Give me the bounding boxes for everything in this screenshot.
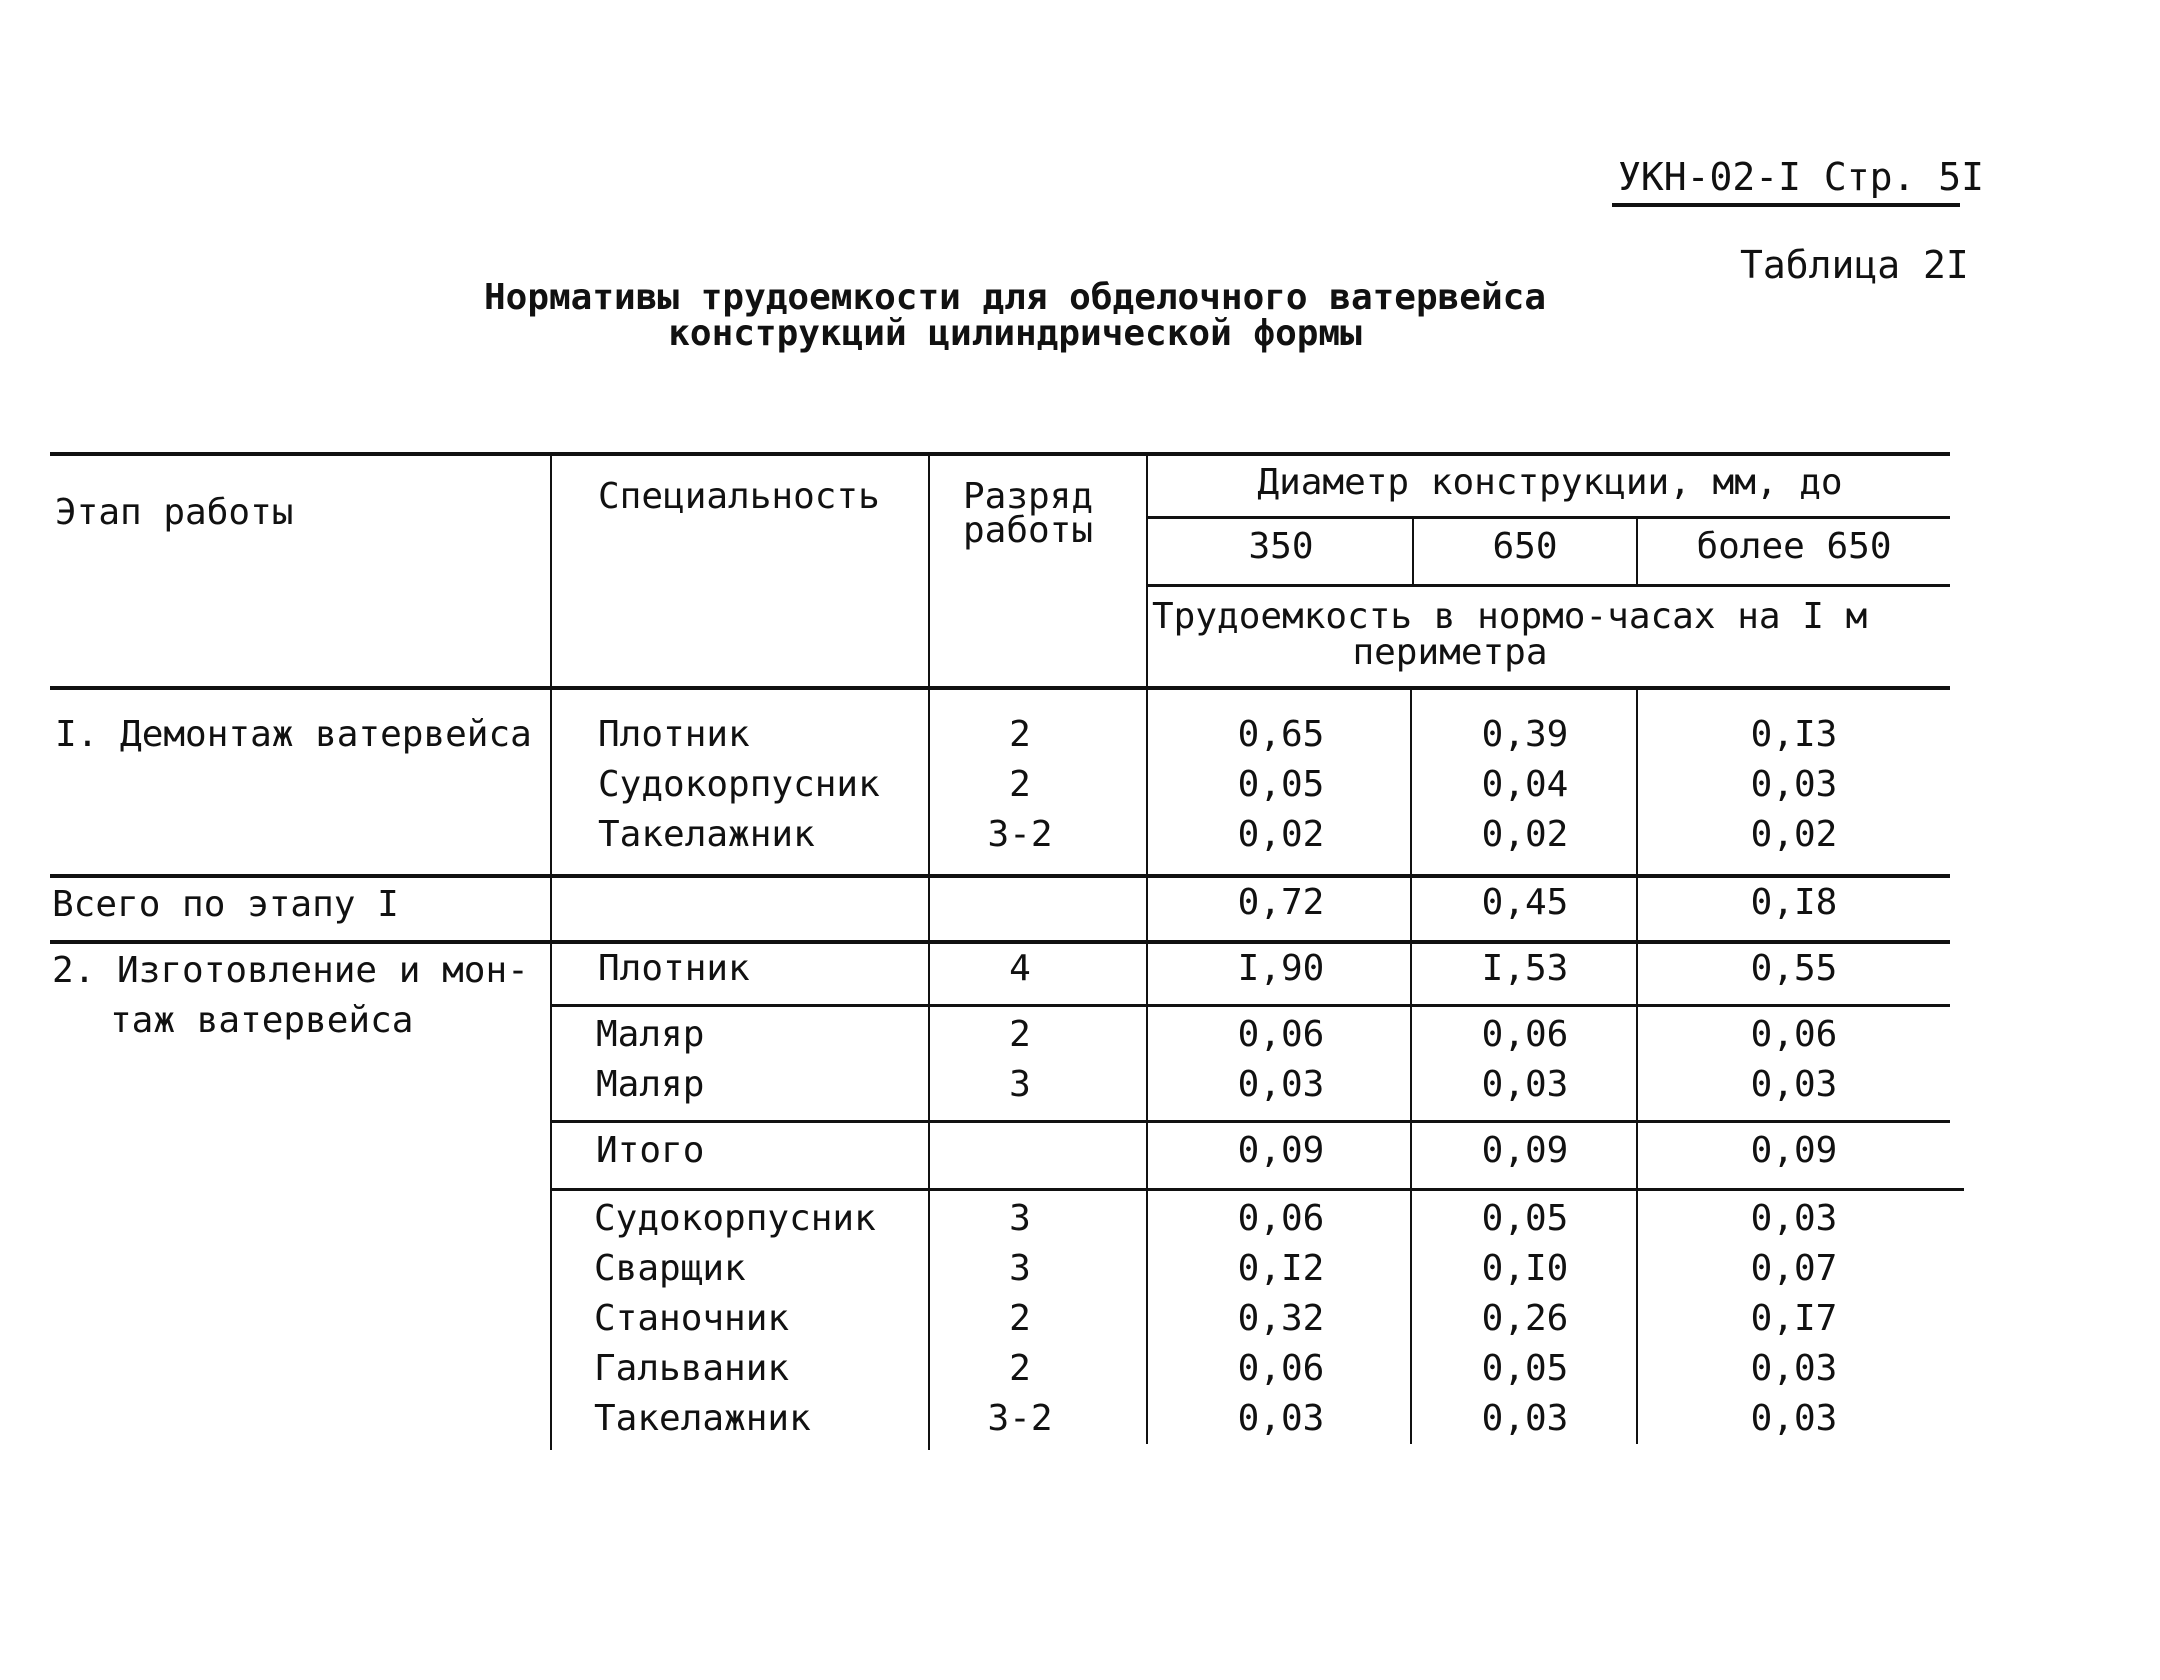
row-v650: 0,02 (1481, 814, 1569, 855)
stage-2-label-line2: таж ватервейса (110, 1000, 414, 1041)
row-vmore: 0,I3 (1750, 714, 1838, 755)
row-v350: 0,06 (1237, 1348, 1325, 1389)
header-dmore: более 650 (1696, 526, 1892, 567)
row-v350: 0,32 (1237, 1298, 1325, 1339)
row-vmore: 0,I8 (1750, 882, 1838, 923)
row-grade: 2 (1009, 764, 1031, 805)
page-reference: УКН-02-I Стр. 5I (1618, 155, 1985, 199)
row-vmore: 0,03 (1750, 764, 1838, 805)
row-v650: 0,I0 (1481, 1248, 1569, 1289)
row-v650: 0,03 (1481, 1064, 1569, 1105)
row-grade: 2 (1009, 1348, 1031, 1389)
row-vmore: 0,03 (1750, 1064, 1838, 1105)
row-v350: 0,72 (1237, 882, 1325, 923)
row-grade: 4 (1009, 948, 1031, 989)
rule-stage1-bottom (50, 874, 1950, 878)
row-vmore: 0,03 (1750, 1348, 1838, 1389)
row-v350: 0,02 (1237, 814, 1325, 855)
row-grade: 2 (1009, 714, 1031, 755)
row-specialty: Гальваник (594, 1348, 790, 1389)
rule-total1-bottom (50, 940, 1950, 944)
row-v650: 0,09 (1481, 1130, 1569, 1171)
row-vmore: 0,06 (1750, 1014, 1838, 1055)
row-specialty: Сварщик (594, 1248, 746, 1289)
row-specialty: Плотник (598, 714, 750, 755)
header-grade-line1: Разряд (962, 476, 1094, 517)
row-vmore: 0,07 (1750, 1248, 1838, 1289)
row-specialty: Судокорпусник (598, 764, 880, 805)
row-specialty: Такелажник (598, 814, 815, 855)
row-specialty: Судокорпусник (594, 1198, 876, 1239)
row-v350: 0,09 (1237, 1130, 1325, 1171)
row-v650: 0,03 (1481, 1398, 1569, 1439)
rule-diameter-under (1148, 516, 1950, 519)
row-grade: 3 (1009, 1064, 1031, 1105)
table-title-line-1: Нормативы трудоемкости для обделочного ватервейса (483, 277, 1547, 318)
row-vmore: 0,02 (1750, 814, 1838, 855)
row-v650: 0,06 (1481, 1014, 1569, 1055)
header-labor-line1: Трудоемкость в нормо-часах на I м (1152, 596, 1868, 637)
row-vmore: 0,09 (1750, 1130, 1838, 1171)
header-labor-line2: периметра (1352, 632, 1548, 673)
row-v350: 0,I2 (1237, 1248, 1325, 1289)
row-v350: I,90 (1237, 948, 1325, 989)
row-v650: 0,26 (1481, 1298, 1569, 1339)
vrule-grade-values (1146, 452, 1148, 1444)
header-grade-line2: работы (962, 510, 1094, 551)
subtotal-label: Итого (596, 1130, 705, 1171)
row-v650: 0,05 (1481, 1198, 1569, 1239)
row-specialty: Плотник (598, 948, 750, 989)
header-diameter: Диаметр конструкции, мм, до (1257, 462, 1843, 503)
table-title-line-2: конструкций цилиндрической формы (668, 313, 1362, 354)
header-d350: 350 (1248, 526, 1314, 567)
rule-painters-bottom (551, 1120, 1950, 1123)
row-specialty: Такелажник (594, 1398, 811, 1439)
row-grade: 2 (1009, 1298, 1031, 1339)
row-specialty: Маляр (596, 1064, 705, 1105)
stage-1-total-label: Всего по этапу I (52, 884, 399, 925)
row-v350: 0,03 (1237, 1398, 1325, 1439)
row-grade: 3 (1009, 1198, 1031, 1239)
row-v650: 0,05 (1481, 1348, 1569, 1389)
rule-subtotal-bottom (551, 1188, 1964, 1191)
row-vmore: 0,03 (1750, 1198, 1838, 1239)
stage-2-label-line1: 2. Изготовление и мон- (52, 950, 529, 991)
header-stage: Этап работы (55, 492, 294, 533)
row-v350: 0,05 (1237, 764, 1325, 805)
row-v650: 0,45 (1481, 882, 1569, 923)
row-vmore: 0,03 (1750, 1398, 1838, 1439)
row-v650: 0,04 (1481, 764, 1569, 805)
row-v650: 0,39 (1481, 714, 1569, 755)
table-number: Таблица 2I (1740, 243, 1969, 287)
page-reference-underline (1612, 203, 1960, 207)
row-grade: 3 (1009, 1248, 1031, 1289)
header-d650: 650 (1492, 526, 1558, 567)
vrule-stage-specialty (550, 452, 552, 1450)
rule-carpenter-bottom (551, 1004, 1950, 1007)
row-vmore: 0,55 (1750, 948, 1838, 989)
row-v650: I,53 (1481, 948, 1569, 989)
row-v350: 0,06 (1237, 1014, 1325, 1055)
row-specialty: Маляр (596, 1014, 705, 1055)
row-v350: 0,06 (1237, 1198, 1325, 1239)
row-v350: 0,65 (1237, 714, 1325, 755)
row-specialty: Станочник (594, 1298, 790, 1339)
rule-top (50, 452, 1950, 456)
row-grade: 3-2 (987, 814, 1053, 855)
row-vmore: 0,I7 (1750, 1298, 1838, 1339)
rule-diameter-cols-under (1148, 584, 1950, 587)
stage-1-label: I. Демонтаж ватервейса (55, 714, 532, 755)
row-grade: 2 (1009, 1014, 1031, 1055)
header-specialty: Специальность (598, 476, 880, 517)
rule-header-bottom (50, 686, 1950, 690)
row-grade: 3-2 (987, 1398, 1053, 1439)
row-v350: 0,03 (1237, 1064, 1325, 1105)
